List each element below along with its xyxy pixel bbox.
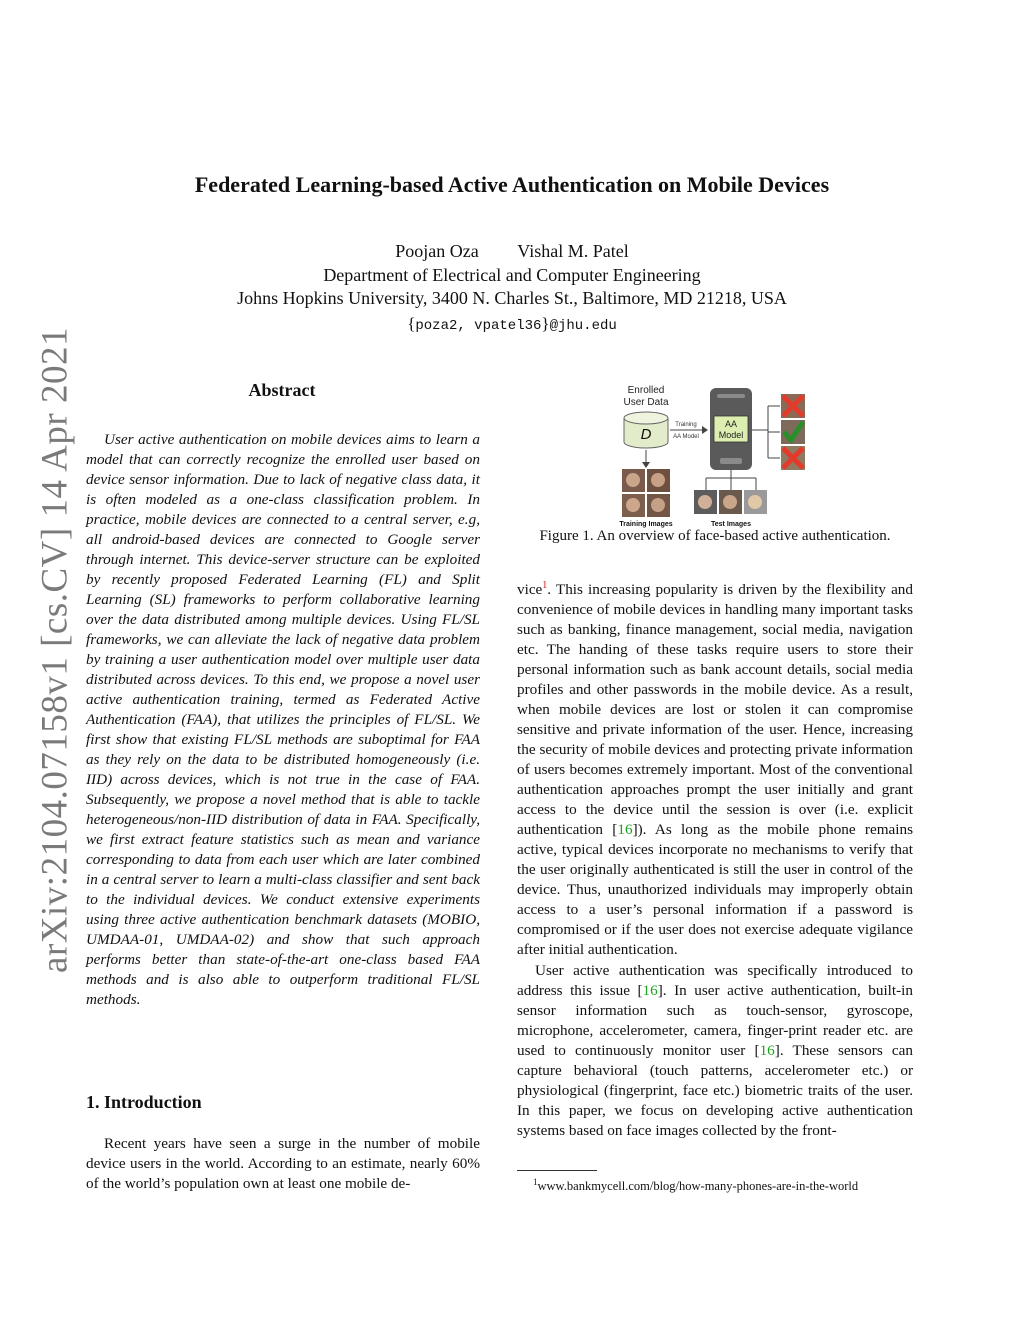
- database-symbol: D: [640, 426, 652, 443]
- aa-model-arrow-label: AA Model: [673, 434, 699, 440]
- text-run: ]. These sensors can capture behavioral (touch patterns, accelerometer etc.) or physiological (fingerprint, face etc.) biometric traits of the user. In this paper, we focus on developing active authentication systems based on face images collected by the front-: [517, 1042, 913, 1139]
- paragraph: [517, 961, 913, 1141]
- training-images-label: Training Images: [619, 521, 673, 528]
- email-brace-close: }: [541, 314, 550, 333]
- user-data-label: User Data: [623, 397, 669, 408]
- abstract-heading: Abstract: [248, 380, 316, 400]
- figure-1-diagram: [600, 378, 820, 528]
- citation-link[interactable]: 16: [617, 821, 633, 838]
- footnote-url[interactable]: www.bankmycell.com/blog/how-many-phones-are-in-the-world: [537, 1179, 859, 1194]
- right-column-body: [517, 580, 913, 1141]
- footnote: [533, 1177, 858, 1194]
- email-users: poza2, vpatel36: [415, 318, 542, 334]
- footnote-ref-link[interactable]: 1: [542, 579, 548, 591]
- text-run: ]. In user active authentication, built-in sensor information such as touch-sensor, gyroscope, microphone, accelerometer, camera, finger-print reader etc. are used to continuously monitor user [: [517, 982, 913, 1059]
- phone-aa-label: AA: [724, 419, 738, 429]
- citation-link[interactable]: 16: [642, 982, 658, 999]
- email-brace-open: {: [407, 314, 416, 333]
- author-email: [0, 314, 1024, 334]
- output-accept: [781, 420, 805, 444]
- text-run: User active authentication was specifically introduced to address this issue [: [517, 962, 913, 999]
- footnote-divider: [517, 1170, 597, 1171]
- training-face-images: [622, 469, 670, 517]
- training-label: Training: [675, 422, 697, 428]
- citation-link[interactable]: 16: [759, 1042, 775, 1059]
- phone-model-label: Model: [718, 430, 744, 440]
- author-name: Vishal M. Patel: [517, 241, 629, 261]
- enrolled-label: Enrolled: [627, 385, 665, 396]
- text-run: ]). As long as the mobile phone remains active, typical devices incorporate no mechanisms to verify that the user originally authenticated is still the user in control of the device. Thus, unauthorized individuals may improperly obtain access to a user’s personal information if a password is compromised or if the user does not exercise adequate vigilance after initial authentication.: [517, 821, 913, 958]
- author-name: Poojan Oza: [395, 241, 479, 261]
- text-run: . This increasing popularity is driven by the flexibility and convenience of mobile devices in handling many important tasks such as banking, finance management, social media, navigation etc. The handing of these tasks require users to store their personal information such as bank account details, social media profiles and other passwords in the mobile device. As a result, when mobile devices are lost or stolen it can compromise sensitive and private information of the user. Hence, increasing the security of mobile devices and protecting private information of users becomes extremely important. Most of the conventional authentication approaches prompt the user initially and grant access to the device until the session is over (i.e. explicit authentication [: [517, 581, 913, 838]
- intro-paragraph: Recent years have seen a surge in the number of mobile device users in the world. According to an estimate, nearly 60% of the world’s population own at least one mobile de-: [86, 1135, 480, 1192]
- output-reject-1: [781, 394, 805, 418]
- footnote-mark: 1: [533, 1177, 538, 1187]
- paragraph: [517, 580, 913, 960]
- email-domain: @jhu.edu: [549, 318, 617, 334]
- text-run: vice: [517, 581, 543, 598]
- affiliation: Johns Hopkins University, 3400 N. Charles St., Baltimore, MD 21218, USA: [237, 288, 787, 308]
- test-face-images: [694, 490, 767, 514]
- abstract-text: User active authentication on mobile devices aims to learn a model that can correctly recognize the enrolled user based on device sensor information. Due to lack of negative class data, it is often modeled as a one-class classification problem. In practice, mobile devices are connected to a central server, e.g, all android-based devices are connected to Google server through internet. This device-server structure can be exploited by recently proposed Federated Learning (FL) and Split Learning (SL) frameworks to perform collaborative learning over the data distributed among multiple devices. Using FL/SL frameworks, we can alleviate the lack of negative data problem by training a user authentication model over multiple user data distributed across devices. To this end, we propose a novel user active authentication training, termed as Federated Active Authentication (FAA), that utilizes the principles of FL/SL. We first show that existing FL/SL methods are suboptimal for FAA as they rely on the data to be distributed homogeneously (i.e. IID) across devices, which is not true in the case of FAA. Subsequently, we propose a novel method that is able to tackle heterogeneous/non-IID distribution of data in FAA. Specifically, we first extract feature statistics such as mean and variance corresponding to data from each user which are later combined in a central server to learn a multi-class classifier and sent back to the individual devices. We conduct extensive experiments using three active authentication benchmark datasets (MOBIO, UMDAA-01, UMDAA-02) and show that such approach performs better than state-of-the-art one-class based FAA methods and is also able to outperform traditional FL/SL methods.: [86, 431, 480, 1008]
- section-heading-introduction: 1. Introduction: [86, 1092, 202, 1112]
- arrow-head-icon: [702, 426, 708, 434]
- arrow-head-icon: [642, 462, 650, 468]
- test-images-label: Test Images: [711, 521, 751, 528]
- figure-1-caption: Figure 1. An overview of face-based active authentication.: [539, 528, 891, 544]
- arxiv-side-stamp: arXiv:2104.07158v1 [cs.CV] 14 Apr 2021: [34, 327, 76, 973]
- paper-title: Federated Learning-based Active Authentication on Mobile Devices: [194, 172, 830, 197]
- output-reject-2: [781, 446, 805, 470]
- department: Department of Electrical and Computer Engineering: [323, 265, 701, 285]
- phone-icon: [710, 388, 752, 470]
- author-list: [0, 241, 1024, 262]
